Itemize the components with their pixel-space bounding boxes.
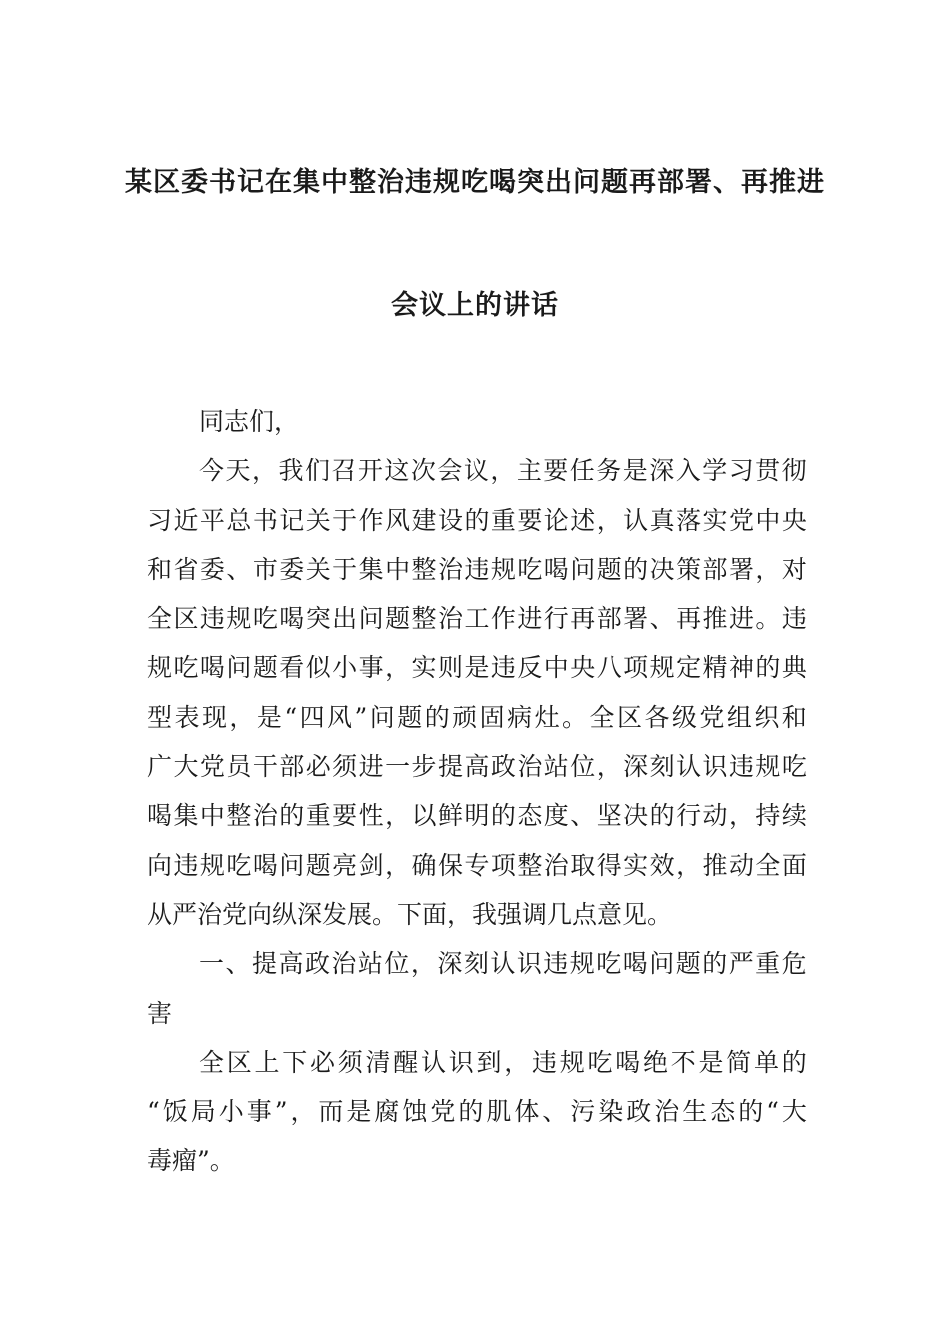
body-line: 害 (147, 998, 173, 1028)
body-line: 规 吃 喝 问 题 看 似 小 事 ， 实 则 是 违 反 中 央 八 项 规 定 精 神 的 典 (147, 653, 807, 683)
body-line: 型 表 现 ， 是 “ 四 风 ” 问 题 的 顽 固 病 灶 。 全 区 各 级 党 组 织 和 (147, 702, 807, 732)
body-line: 从严治党向纵深发展。下面，我强调几点意见。 (147, 899, 673, 929)
body-line: 同志们， (199, 407, 300, 436)
body-line: 和 省 委 、 市 委 关 于 集 中 整 治 违 规 吃 喝 问 题 的 决 策 部 署 ， 对 (147, 554, 807, 584)
body-line: 习 近 平 总 书 记 关 于 作 风 建 设 的 重 要 论 述 ， 认 真 落 实 党 中 央 (147, 505, 807, 535)
body-line: 一 、 提 高 政 治 站 位 ， 深 刻 认 识 违 规 吃 喝 问 题 的 严 重 危 (199, 949, 807, 979)
document-title-line-1: 某区委书记在集中整治违规吃喝突出问题再部署、再推进 (125, 167, 825, 198)
body-line: 全 区 上 下 必 须 清 醒 认 识 到 ， 违 规 吃 喝 绝 不 是 简 单 的 (199, 1047, 807, 1077)
body-line: 毒瘤”。 (147, 1146, 235, 1176)
document-body (147, 397, 807, 1186)
document-title-line-2: 会议上的讲话 (391, 290, 559, 321)
body-line: 向 违 规 吃 喝 问 题 亮 剑 ， 确 保 专 项 整 治 取 得 实 效 ， 推 动 全 面 (147, 850, 807, 880)
body-line: “ 饭 局 小 事 ” ， 而 是 腐 蚀 党 的 肌 体 、 污 染 政 治 生 态 的 “ 大 (147, 1097, 807, 1127)
body-line: 全 区 违 规 吃 喝 突 出 问 题 整 治 工 作 进 行 再 部 署 、 再 推 进 。 违 (147, 604, 807, 634)
body-line: 喝 集 中 整 治 的 重 要 性 ， 以 鲜 明 的 态 度 、 坚 决 的 行 动 ， 持 续 (147, 801, 807, 831)
body-line: 广 大 党 员 干 部 必 须 进 一 步 提 高 政 治 站 位 ， 深 刻 认 识 违 规 吃 (147, 752, 807, 782)
body-line: 今 天 ， 我 们 召 开 这 次 会 议 ， 主 要 任 务 是 深 入 学 习 贯 彻 (199, 456, 807, 486)
